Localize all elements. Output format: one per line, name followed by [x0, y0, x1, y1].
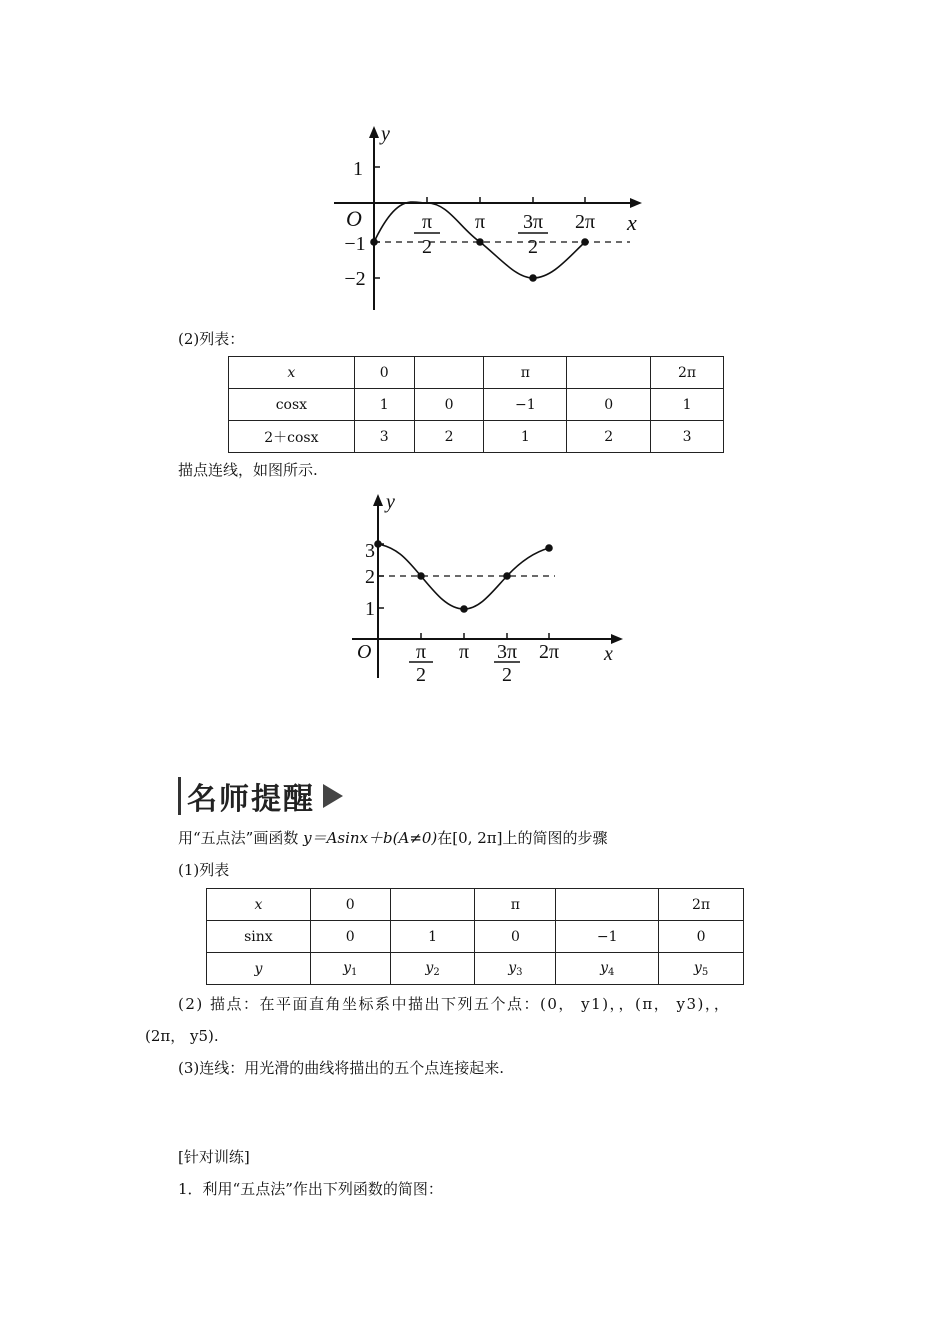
x-tick-label: 2π	[574, 211, 596, 233]
y-tick-label: −2	[344, 268, 366, 290]
y-tick-label: −1	[344, 233, 366, 255]
table-cell: 2	[414, 421, 484, 453]
table-cell: 2	[567, 421, 651, 453]
intro-before: 用“五点法”画函数	[178, 829, 304, 847]
table-cell: 1	[484, 421, 567, 453]
step-label: (2)列表：	[178, 330, 245, 348]
table-cell: y	[207, 953, 311, 985]
exercise-1: 1．利用“五点法”作出下列函数的简图：	[178, 1180, 443, 1198]
point	[460, 605, 468, 613]
play-triangle-icon	[323, 784, 343, 808]
table-cell: −1	[556, 921, 659, 953]
table-cell: 0	[310, 889, 390, 921]
table-cell: $y_3$	[475, 953, 556, 985]
table-cell	[390, 889, 475, 921]
origin-label: O	[346, 206, 362, 231]
table-cell: 1	[651, 389, 724, 421]
table-cell: 3	[651, 421, 724, 453]
table-cell: $y_4$	[556, 953, 659, 985]
table-row	[229, 389, 724, 421]
table-cell	[556, 889, 659, 921]
point	[476, 238, 484, 246]
table-cell: 1	[354, 389, 414, 421]
table-cell	[567, 357, 651, 389]
table-cell: 2π	[651, 357, 724, 389]
x-tick-label: π	[474, 211, 486, 233]
table-cell: $y_5$	[659, 953, 744, 985]
x-axis-label: x	[604, 643, 613, 665]
x-tick-label: π	[415, 641, 427, 663]
section-title: 名师提醒	[187, 782, 315, 817]
x-axis-label: x	[627, 210, 637, 235]
y-tick-label: 3	[365, 540, 375, 562]
table-cell: 0	[414, 389, 484, 421]
table-row	[229, 357, 724, 389]
table-cell: 2＋cosx	[229, 421, 355, 453]
table-cell: $y_2$	[390, 953, 475, 985]
points-text-line1: (2) 描点：在平面直角坐标系中描出下列五个点：(0， y1)，，(π， y3)，，	[178, 995, 731, 1013]
table-cell: 0	[475, 921, 556, 953]
point	[417, 572, 425, 580]
table-cell: x	[229, 357, 355, 389]
table-cos	[228, 356, 724, 453]
point	[370, 238, 378, 246]
intro-text	[178, 827, 607, 848]
origin-label: O	[357, 641, 372, 663]
table-cell: 0	[567, 389, 651, 421]
table-cell: −1	[484, 389, 567, 421]
table-row	[207, 889, 744, 921]
x-tick-label: π	[421, 211, 433, 233]
table-cell: sinx	[207, 921, 311, 953]
table-cell: 1	[390, 921, 475, 953]
point	[503, 572, 511, 580]
table-cell: 2π	[659, 889, 744, 921]
intro-formula: y＝Asinx＋b(A≠0)	[303, 829, 438, 847]
table-row	[229, 421, 724, 453]
y-tick-label: 1	[353, 158, 363, 180]
table-cell: 0	[354, 357, 414, 389]
intro-after: 在[0, 2π]上的简图的步骤	[437, 829, 608, 847]
table-cell: cosx	[229, 389, 355, 421]
table-row	[207, 921, 744, 953]
section-heading	[178, 774, 343, 818]
table-cell: $y_1$	[310, 953, 390, 985]
x-tick-label: 2	[502, 664, 512, 686]
table-cell: 0	[659, 921, 744, 953]
y-axis-label: y	[381, 123, 390, 145]
x-tick-label: 3π	[496, 641, 518, 663]
x-axis-arrow	[630, 198, 642, 208]
point	[545, 544, 553, 552]
table-cell: 0	[310, 921, 390, 953]
connect-text: 描点连线，如图所示.	[178, 461, 318, 479]
x-tick-label: 2	[422, 236, 432, 258]
x-tick-label: 3π	[522, 211, 544, 233]
points-text-line2: (2π， y5).	[145, 1027, 219, 1045]
graph-2-plus-cosx	[340, 486, 640, 686]
step-label: (1)列表	[178, 861, 230, 879]
x-tick-label: 2	[528, 236, 538, 258]
point	[581, 238, 589, 246]
table-cell	[414, 357, 484, 389]
y-axis-label: y	[386, 491, 395, 513]
x-tick-label: π	[458, 641, 470, 663]
y-tick-label: 2	[365, 566, 375, 588]
y-tick-label: 1	[365, 598, 375, 620]
x-tick-label: 2π	[538, 641, 560, 663]
table-row	[207, 953, 744, 985]
training-label: [针对训练]	[178, 1148, 250, 1166]
point	[529, 274, 537, 282]
point	[374, 540, 382, 548]
x-tick-label: 2	[416, 664, 426, 686]
table-sin	[206, 888, 744, 985]
graph-cosx-minus-1	[320, 118, 650, 318]
table-cell: 3	[354, 421, 414, 453]
table-cell: π	[484, 357, 567, 389]
step3-text: (3)连线：用光滑的曲线将描出的五个点连接起来.	[178, 1059, 505, 1077]
y-axis-arrow	[373, 494, 383, 506]
table-cell: π	[475, 889, 556, 921]
table-cell: x	[207, 889, 311, 921]
heading-bar	[178, 777, 181, 815]
y-axis-arrow	[369, 126, 379, 138]
